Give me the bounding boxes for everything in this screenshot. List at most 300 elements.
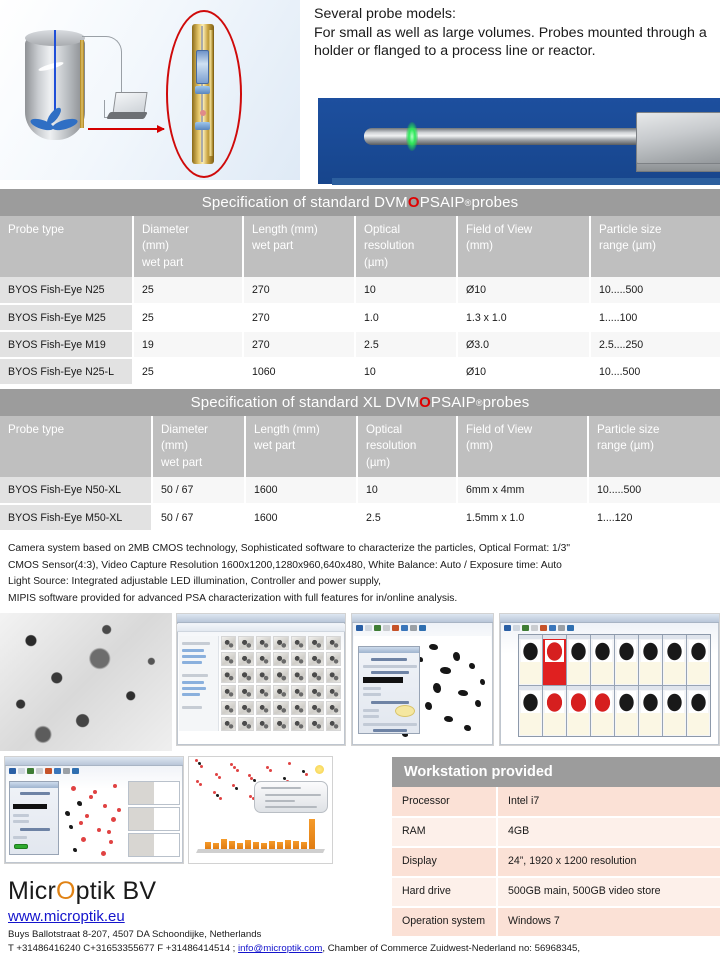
dialog-titlebar <box>359 647 419 653</box>
toolbar-icon <box>374 625 381 631</box>
histogram-bar <box>245 840 251 849</box>
card-particle-image <box>545 640 564 663</box>
window-titlebar <box>500 614 719 623</box>
card-header <box>615 686 638 690</box>
detected-particle-marker <box>73 848 77 852</box>
settings-dialog <box>9 781 59 855</box>
detected-particle-marker <box>218 776 221 779</box>
table-cell: 50 / 67 <box>152 504 245 531</box>
toolbar-icon <box>513 625 520 631</box>
card-measurements <box>688 662 709 684</box>
detected-particle-marker <box>219 797 222 800</box>
card-header <box>567 686 590 690</box>
table-cell: 25 <box>133 358 243 385</box>
image-thumbnail <box>308 668 323 682</box>
detected-particle-marker <box>236 769 239 772</box>
workstation-spec-value: 24”, 1920 x 1200 resolution <box>497 847 720 877</box>
contact-line <box>8 942 720 956</box>
header-line: range (µm) <box>597 439 654 453</box>
probe-optics-window <box>196 50 209 84</box>
workstation-spec-value: Windows 7 <box>497 907 720 937</box>
card-header <box>543 686 566 690</box>
header-line: resolution <box>364 239 415 253</box>
spec-table-2 <box>0 416 720 532</box>
detected-particle-marker <box>79 821 83 825</box>
toolbar-icon <box>567 625 574 631</box>
image-thumbnail <box>221 685 236 699</box>
spec-table-1-section <box>0 189 720 386</box>
table-cell: 25 <box>133 277 243 304</box>
card-header <box>663 686 686 690</box>
particle-card <box>663 686 686 736</box>
image-thumbnail <box>326 652 341 666</box>
card-measurements <box>664 662 685 684</box>
headline-line-1: Several probe models: <box>314 6 456 22</box>
probe-type-cell: BYOS Fish-Eye M25 <box>0 304 133 331</box>
table-cell: 10.....500 <box>588 477 720 504</box>
detected-particle-marker <box>101 851 106 856</box>
headline-block <box>314 5 718 61</box>
image-thumbnail <box>238 668 253 682</box>
column-header-0 <box>0 216 133 277</box>
camera-system-note <box>8 541 714 608</box>
image-thumbnail <box>308 636 323 650</box>
note-line-4: MIPIS software provided for advanced PSA characterization with full features for in/online analysis. <box>8 593 458 605</box>
table-cell: 50 / 67 <box>152 477 245 504</box>
brand-after: ptik BV <box>75 877 157 905</box>
table-cell: 10 <box>355 277 457 304</box>
brand-o-accent: O <box>56 877 76 905</box>
column-header-5 <box>590 216 720 277</box>
toolbar-icon <box>401 625 408 631</box>
table-cell: 25 <box>133 304 243 331</box>
headline-line-2: For small as well as large volumes. Probes mounted through a holder or flanged to a process line or reactor. <box>314 24 707 60</box>
particle-card <box>543 686 566 736</box>
particle-card <box>639 686 662 736</box>
result-panel-stack <box>128 781 180 857</box>
particle-catalog-screenshot <box>499 613 720 746</box>
particle-card <box>615 635 638 685</box>
note-line-1: Camera system based on 2MB CMOS technology, Sophisticated software to characterize the particles, Optical Format: 1/3" <box>8 543 571 554</box>
table-cell: 1....120 <box>588 504 720 531</box>
detected-particle-marker <box>107 830 111 834</box>
header-line: Field of View <box>466 423 533 436</box>
image-thumbnail <box>291 668 306 682</box>
image-thumbnail <box>256 701 271 715</box>
card-particle-image <box>593 691 612 714</box>
particle-card <box>591 686 614 736</box>
card-measurements <box>640 662 661 684</box>
detected-particle-marker <box>215 773 218 776</box>
header-line: Length (mm) <box>254 423 320 436</box>
image-thumbnail <box>291 652 306 666</box>
detected-particle-marker <box>71 786 76 791</box>
image-thumbnail <box>256 636 271 650</box>
workstation-row <box>392 787 720 817</box>
note-line-3: Light Source: Integrated adjustable LED illumination, Controller and power supply, <box>8 576 382 588</box>
header-line: (µm) <box>364 255 389 269</box>
column-header-4 <box>457 216 590 277</box>
histogram-bar <box>309 819 315 849</box>
table-row <box>0 331 720 358</box>
header-line: (µm) <box>366 455 391 469</box>
table-cell: 10 <box>357 477 457 504</box>
toolbar-icon-row <box>9 768 79 774</box>
image-thumbnail <box>291 685 306 699</box>
table-cell: 1.0 <box>355 304 457 331</box>
workstation-spec-value: 4GB <box>497 817 720 847</box>
card-particle-image <box>617 691 636 714</box>
header-line: Optical <box>364 223 401 236</box>
detected-particle-marker <box>69 825 73 829</box>
probe-type-cell: BYOS Fish-Eye N25-L <box>0 358 133 385</box>
header-line: range (µm) <box>599 239 656 253</box>
spec-table-1-title <box>0 189 720 216</box>
toolbar-icon-row <box>504 625 574 631</box>
email-link[interactable]: info@microptik.com <box>238 942 323 954</box>
dialog-titlebar <box>10 782 58 788</box>
header-line: (mm) <box>466 439 494 453</box>
image-thumbnail <box>291 636 306 650</box>
toolbar-icon <box>392 625 399 631</box>
image-thumbnail <box>273 652 288 666</box>
header-line: Probe type <box>8 223 65 236</box>
toolbar-icon <box>365 625 372 631</box>
probe-segment <box>195 86 210 94</box>
header-line: Particle size <box>599 223 662 236</box>
table-row <box>0 358 720 385</box>
table-cell: 1600 <box>245 477 357 504</box>
table-row <box>0 477 720 504</box>
image-thumbnail <box>221 717 236 731</box>
toolbar-icon <box>9 768 16 774</box>
detected-particle-marker <box>117 808 121 812</box>
impeller-blades <box>30 112 78 132</box>
detected-particle-marker <box>113 784 117 788</box>
toolbar-icon <box>63 768 70 774</box>
workstation-spec-value: 500GB main, 500GB video store <box>497 877 720 907</box>
chart-baseline <box>196 849 325 853</box>
card-measurements <box>568 713 589 735</box>
particle-card <box>591 635 614 685</box>
probe-fiber <box>201 26 203 162</box>
result-panel <box>128 807 180 831</box>
card-header <box>591 635 614 639</box>
table-cell: 270 <box>243 277 355 304</box>
card-header <box>591 686 614 690</box>
table-cell: 10.....500 <box>590 277 720 304</box>
toolbar-icon <box>54 768 61 774</box>
histogram-bar <box>277 842 283 849</box>
workstation-spec-value: Intel i7 <box>497 787 720 817</box>
image-thumbnail <box>221 652 236 666</box>
image-thumbnail <box>326 717 341 731</box>
workstation-row <box>392 847 720 877</box>
particle-card-grid <box>518 634 711 737</box>
table-cell: 10....500 <box>590 358 720 385</box>
title-prefix: Specification of standard XL DVM <box>190 394 420 411</box>
toolbar-icon <box>522 625 529 631</box>
card-measurements <box>520 713 541 735</box>
thumbnail-browser-screenshot <box>176 613 346 746</box>
card-header <box>687 635 710 639</box>
card-measurements <box>592 662 613 684</box>
detected-particle-marker <box>269 769 272 772</box>
probe-type-cell: BYOS Fish-Eye M50-XL <box>0 504 152 531</box>
header-line: Optical <box>366 423 403 436</box>
card-header <box>615 635 638 639</box>
top-band <box>0 0 720 185</box>
header-line: wet part <box>252 239 294 253</box>
header-line: Field of View <box>466 223 533 236</box>
card-measurements <box>616 662 637 684</box>
card-particle-image <box>665 691 684 714</box>
toolbar-icon <box>356 625 363 631</box>
table-row <box>0 277 720 304</box>
image-thumbnail <box>291 701 306 715</box>
card-particle-image <box>665 640 684 663</box>
workstation-spec-label: RAM <box>392 817 497 847</box>
table-cell: Ø10 <box>457 277 590 304</box>
detected-particle-marker <box>235 787 238 790</box>
detected-particle-marker <box>89 795 93 799</box>
header-line: Length (mm) <box>252 223 318 236</box>
live-analysis-screenshot <box>4 756 184 864</box>
header-line: wet part <box>142 255 184 269</box>
workstation-title: Workstation provided <box>392 757 720 787</box>
image-thumbnail <box>273 685 288 699</box>
table-cell: 2.5 <box>355 331 457 358</box>
toolbar-icon <box>18 768 25 774</box>
header-line: Probe type <box>8 423 65 436</box>
detected-particle-marker <box>199 783 202 786</box>
table-cell: 1.3 x 1.0 <box>457 304 590 331</box>
image-thumbnail <box>256 668 271 682</box>
detected-particle-marker <box>305 773 308 776</box>
detected-particle-marker <box>200 765 203 768</box>
image-thumbnail <box>308 701 323 715</box>
chamber-of-commerce: , Chamber of Commerce Zuidwest-Nederland no: 56968345, <box>322 942 580 954</box>
card-measurements <box>616 713 637 735</box>
image-thumbnail <box>256 652 271 666</box>
image-thumbnail <box>308 685 323 699</box>
spec-table-1-header-row <box>0 216 720 277</box>
brand-before: Micr <box>8 877 57 905</box>
blue-accent-bar <box>332 178 720 185</box>
image-thumbnail <box>308 652 323 666</box>
settings-dialog <box>358 646 420 734</box>
image-thumbnail <box>221 636 236 650</box>
address-block <box>8 928 720 957</box>
card-header <box>663 635 686 639</box>
toolbar-icon-row <box>356 625 426 631</box>
note-line-2: CMOS Sensor(4:3), Video Capture Resolution 1600x1200,1280x960,640x480, White Balance: Auto / Exposure time: Auto <box>8 559 562 571</box>
spec-table-2-title <box>0 389 720 416</box>
header-line: wet part <box>161 455 203 469</box>
column-header-2 <box>245 416 357 477</box>
column-header-3 <box>355 216 457 277</box>
image-thumbnail <box>221 668 236 682</box>
microscopy-particle-image <box>0 613 172 751</box>
toolbar-icon <box>36 768 43 774</box>
image-thumbnail <box>238 636 253 650</box>
card-header <box>687 686 710 690</box>
spec-table-2-section <box>0 389 720 532</box>
table-row <box>0 504 720 531</box>
probe-type-cell: BYOS Fish-Eye M19 <box>0 331 133 358</box>
image-thumbnail <box>326 636 341 650</box>
workstation-spec-label: Hard drive <box>392 877 497 907</box>
result-panel <box>128 833 180 857</box>
image-thumbnail <box>238 701 253 715</box>
image-thumbnail <box>273 668 288 682</box>
header-line: (mm) <box>142 239 170 253</box>
website-link[interactable]: www.microptik.eu <box>8 907 125 925</box>
table-row <box>0 304 720 331</box>
card-header <box>639 635 662 639</box>
window-titlebar <box>177 614 345 623</box>
toolbar-icon <box>558 625 565 631</box>
histogram-report-screenshot <box>188 756 333 864</box>
card-measurements <box>664 713 685 735</box>
workstation-spec-label: Processor <box>392 787 497 817</box>
histogram-bar <box>221 839 227 849</box>
header-line: wet part <box>254 439 296 453</box>
histogram-bar <box>285 840 291 849</box>
particle-card <box>663 635 686 685</box>
column-header-1 <box>152 416 245 477</box>
detected-particle-marker <box>103 804 107 808</box>
histogram-bar <box>301 842 307 849</box>
annotated-particle-view <box>63 781 123 857</box>
image-thumbnail <box>308 717 323 731</box>
window-titlebar <box>5 757 183 766</box>
image-thumbnail <box>326 701 341 715</box>
particle-analysis-screenshot <box>351 613 494 746</box>
column-header-4 <box>457 416 588 477</box>
probe-segment <box>195 122 210 130</box>
probe-led-dot <box>200 110 206 116</box>
card-measurements <box>544 713 565 735</box>
column-header-0 <box>0 416 152 477</box>
detected-particle-marker <box>302 770 305 773</box>
header-line: (mm) <box>466 239 494 253</box>
detected-particle-marker <box>97 828 101 832</box>
particle-card <box>567 635 590 685</box>
image-thumbnail <box>291 717 306 731</box>
particle-card <box>687 686 710 736</box>
result-panel <box>128 781 180 805</box>
toolbar-icon <box>72 768 79 774</box>
table-cell: 6mm x 4mm <box>457 477 588 504</box>
header-line: Diameter <box>161 423 209 436</box>
particle-card <box>567 686 590 736</box>
card-particle-image <box>545 691 564 714</box>
histogram-bar <box>261 843 267 849</box>
table-cell: 270 <box>243 304 355 331</box>
card-header <box>519 686 542 690</box>
detected-particle-marker <box>109 840 113 844</box>
title-suffix: PSAIP <box>430 394 476 411</box>
histogram-bar <box>237 843 243 849</box>
image-thumbnail <box>238 717 253 731</box>
card-particle-image <box>617 640 636 663</box>
card-particle-image <box>689 640 708 663</box>
spec-table-2-body <box>0 477 720 531</box>
toolbar-icon <box>504 625 511 631</box>
image-thumbnail <box>326 668 341 682</box>
particle-card <box>687 635 710 685</box>
toolbar-icon <box>540 625 547 631</box>
card-particle-image <box>569 640 588 663</box>
image-thumbnail <box>273 636 288 650</box>
detected-particle-marker <box>111 817 116 822</box>
card-measurements <box>520 662 541 684</box>
title-end: probes <box>471 194 519 211</box>
footer <box>8 878 720 956</box>
card-header <box>567 635 590 639</box>
spec-table-1-body <box>0 277 720 385</box>
column-header-5 <box>588 416 720 477</box>
image-thumbnail <box>256 717 271 731</box>
image-thumbnail <box>326 685 341 699</box>
card-header <box>519 635 542 639</box>
detected-particle-marker <box>288 762 291 765</box>
laptop-screen <box>112 92 147 114</box>
card-particle-image <box>641 640 660 663</box>
info-tooltip <box>254 781 328 813</box>
card-particle-image <box>593 640 612 663</box>
table-cell: 1600 <box>245 504 357 531</box>
registered-mark: ® <box>475 397 483 408</box>
header-line: Diameter <box>142 223 190 236</box>
table-cell: Ø3.0 <box>457 331 590 358</box>
card-particle-image <box>521 691 540 714</box>
detected-particle-marker <box>85 814 89 818</box>
sun-icon <box>315 765 324 774</box>
toolbar-icon <box>45 768 52 774</box>
histogram-bar <box>269 841 275 849</box>
probe-type-cell: BYOS Fish-Eye N50-XL <box>0 477 152 504</box>
toolbar-icon <box>549 625 556 631</box>
image-thumbnail <box>221 701 236 715</box>
card-particle-image <box>641 691 660 714</box>
detected-particle-marker <box>93 790 97 794</box>
table-cell: 2.5 <box>357 504 457 531</box>
particle-card <box>519 635 542 685</box>
probe-cutaway-detail <box>186 24 220 164</box>
green-led-glow <box>406 122 418 151</box>
detected-particle-marker <box>65 811 70 816</box>
title-prefix: Specification of standard DVM <box>201 194 408 211</box>
column-header-2 <box>243 216 355 277</box>
table-cell: 2.5....250 <box>590 331 720 358</box>
spec-table-2-header-row <box>0 416 720 477</box>
header-line: Particle size <box>597 423 660 436</box>
toolbar-icon <box>419 625 426 631</box>
table-cell: 19 <box>133 331 243 358</box>
particle-card <box>615 686 638 736</box>
fish-eye-probe-photo <box>318 98 720 184</box>
navigation-pane <box>179 636 219 731</box>
probe-housing <box>636 112 720 164</box>
card-particle-image <box>569 691 588 714</box>
toolbar-icon <box>410 625 417 631</box>
image-thumbnail <box>238 685 253 699</box>
title-o-accent: O <box>407 194 420 211</box>
header-line: (mm) <box>161 439 189 453</box>
probe-type-cell: BYOS Fish-Eye N25 <box>0 277 133 304</box>
